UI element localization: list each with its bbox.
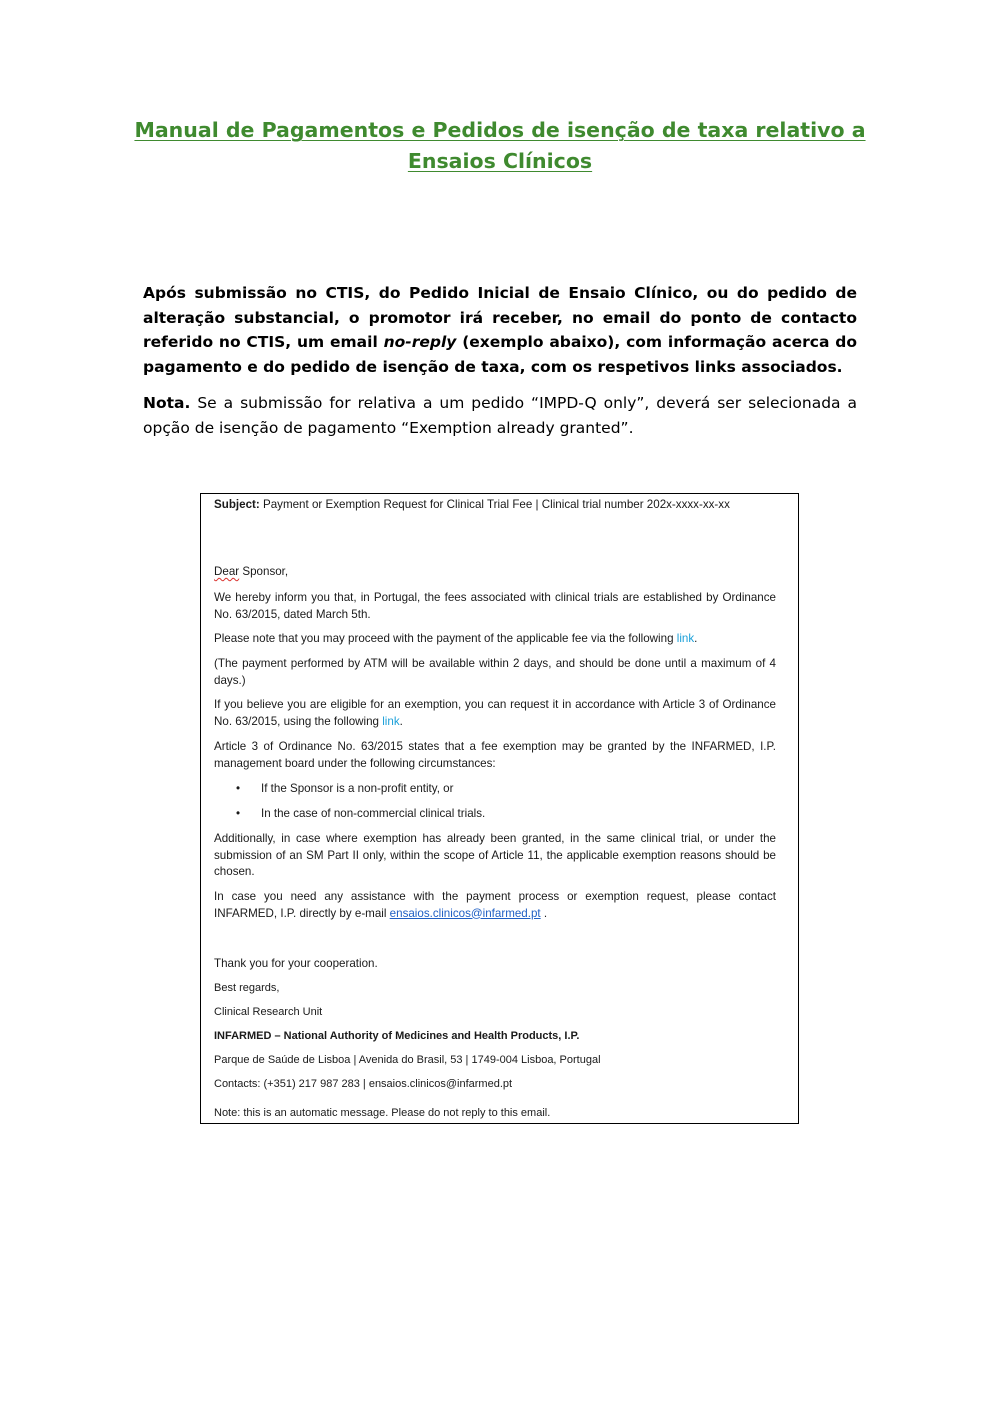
bullet-text-1: If the Sponsor is a non-profit entity, or: [261, 782, 454, 795]
intro-paragraph: [143, 281, 857, 379]
email-subject: [214, 497, 776, 514]
title-line-2: Ensaios Clínicos: [407, 149, 593, 173]
email-org: INFARMED – National Authority of Medicines and Health Products, I.P.: [214, 1030, 580, 1042]
email-para-exemption: [214, 697, 776, 730]
subject-text: Payment or Exemption Request for Clinical Trial Fee | Clinical trial number 202x-xxxx-xx-xx: [259, 498, 730, 511]
email-thanks: Thank you for your cooperation.: [214, 957, 378, 970]
email-unit: Clinical Research Unit: [214, 1006, 323, 1018]
note-text: Se a submissão for relativa a um pedido “IMPD-Q only”, deverá ser selecionada a opção de isenção de pagamento “Exemption already granted”.: [143, 394, 857, 437]
email-address: Parque de Saúde de Lisboa | Avenida do Brasil, 53 | 1749-004 Lisboa, Portugal: [214, 1054, 601, 1066]
intro-text-2: (exemplo abaixo), com informação acerca do pagamento e do pedido de isenção de taxa, com os respetivos links associados.: [143, 333, 857, 376]
email-para-article: Article 3 of Ordinance No. 63/2015 states that a fee exemption may be granted by the INFARMED, I.P. management board under the following circumstances:: [214, 740, 776, 770]
bullet-item: [214, 806, 776, 823]
exemption-text: If you believe you are eligible for an exemption, you can request it in accordance with Article 3 of Ordinance No. 63/2015, using the following: [214, 698, 776, 728]
intro-text-1: Após submissão no CTIS, do Pedido Inicial de Ensaio Clínico, ou do pedido de alteração substancial, o promotor irá receber, no email do ponto de contacto referido no CTIS, um email: [143, 284, 857, 351]
assist-email-link[interactable]: ensaios.clinicos@infarmed.pt: [389, 906, 541, 920]
exemption-post: .: [399, 714, 403, 728]
salutation-word: Dear: [214, 565, 240, 578]
email-para-fees: We hereby inform you that, in Portugal, the fees associated with clinical trials are established by Ordinance No. 63/2015, dated March 5th.: [214, 591, 776, 621]
note-paragraph: [143, 391, 857, 440]
email-para-payment: [214, 631, 776, 648]
assist-text: In case you need any assistance with the payment process or exemption request, please contact INFARMED, I.P. directly by e-mail: [214, 890, 776, 920]
email-para-atm: (The payment performed by ATM will be available within 2 days, and should be done until a maximum of 4 days.): [214, 657, 776, 687]
email-para-additionally: Additionally, in case where exemption has already been granted, in the same clinical trial, or under the submission of an SM Part II only, within the scope of Article 11, the applicable exemption reasons should be chosen.: [214, 832, 776, 878]
email-footer-note: Note: this is an automatic message. Please do not reply to this email.: [214, 1107, 551, 1119]
title-line-1: Manual de Pagamentos e Pedidos de isenção de taxa relativo a: [134, 118, 866, 142]
note-label: Nota.: [143, 394, 191, 412]
payment-link[interactable]: link: [676, 632, 695, 645]
bullet-dot-icon: •: [236, 782, 241, 795]
email-para-assist: [214, 889, 776, 922]
email-regards: Best regards,: [214, 982, 280, 994]
document-title: [120, 115, 880, 177]
intro-italic: no-reply: [383, 333, 457, 351]
payment-text: Please note that you may proceed with the payment of the applicable fee via the following: [214, 632, 677, 645]
assist-post: .: [540, 906, 548, 920]
email-example-box: [200, 493, 799, 1124]
email-salutation: [214, 564, 776, 581]
salutation-rest: Sponsor,: [239, 565, 289, 578]
bullet-text-2: In the case of non-commercial clinical trials.: [261, 807, 486, 820]
bullet-dot-icon: •: [236, 807, 241, 820]
bullet-item: [214, 781, 776, 798]
subject-label: Subject:: [214, 498, 260, 511]
payment-post: .: [694, 632, 698, 645]
exemption-link[interactable]: link: [382, 714, 400, 728]
email-contacts: Contacts: (+351) 217 987 283 | ensaios.clinicos@infarmed.pt: [214, 1078, 513, 1090]
